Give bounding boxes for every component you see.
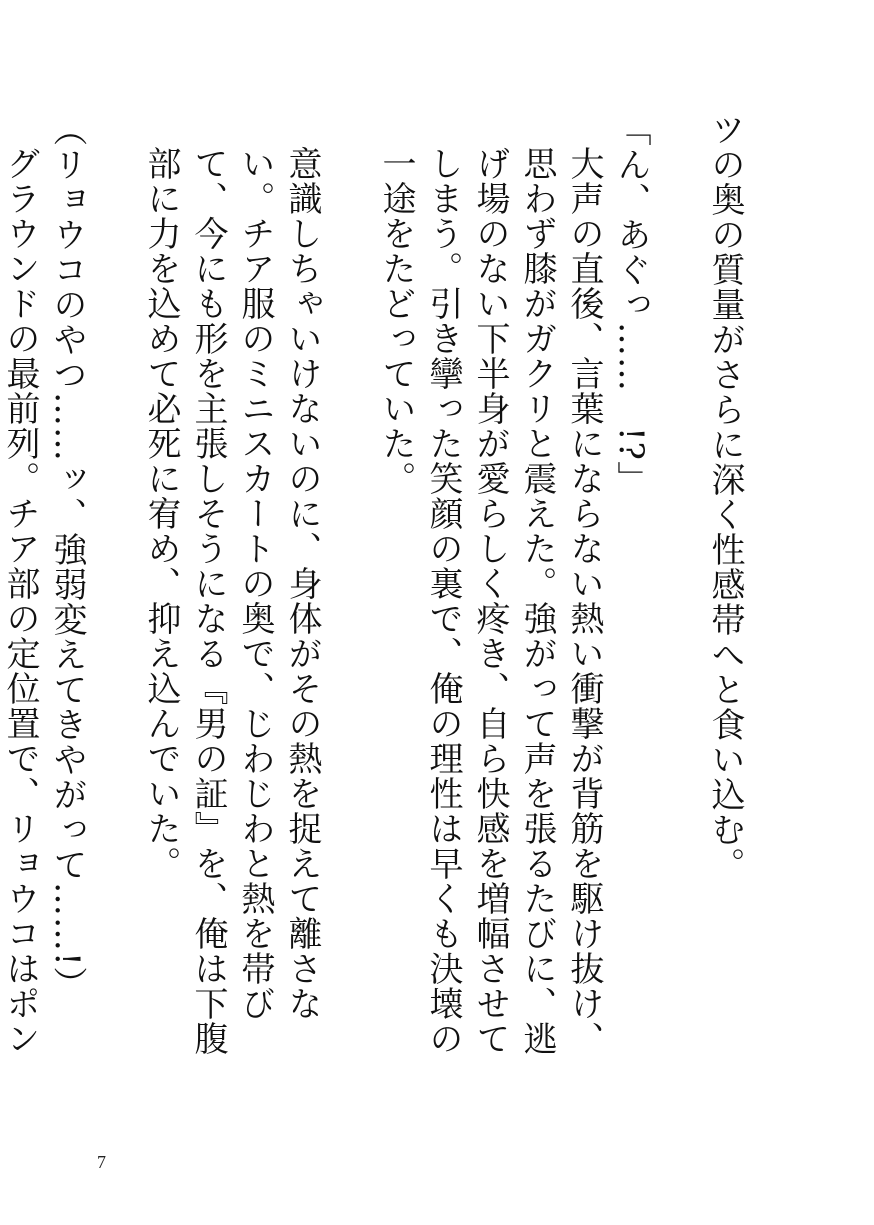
paragraph-4: グラウンドの最前列。チア部の定位置で、リョウコはポン — [0, 146, 40, 1056]
vertical-body-text — [0, 112, 748, 1072]
page-number: 7 — [97, 1152, 106, 1172]
dialogue-line: 「ん、あぐっ…… !?」 — [611, 112, 651, 496]
blank-line — [325, 112, 372, 1072]
inner-thought-line: （リョウコのやつ……ッ、強弱変えてきやがって……!） — [47, 112, 87, 1002]
paragraph-3: 意識しちゃいけないのに、身体がその熱を捉えて離さない。チア服のミニスカートの奥で、じわじわと熱を帯びて、今にも形を主張しそうになる『男の証』を、俺は下腹部に力を込めて必死に宥め、抑え込んでいた。 — [141, 146, 322, 1056]
blank-line — [90, 112, 137, 1072]
paragraph-1: ツの奥の質量がさらに深く性感帯へと食い込む。 — [705, 112, 745, 882]
blank-line — [654, 112, 701, 1072]
paragraph-2: 大声の直後、言葉にならない熱い衝撃が背筋を駆け抜け、思わず膝がガクリと震えた。強がって声を張るたびに、逃げ場のない下半身が愛らしく疼き、自ら快感を増幅させてしまう。引き攣った笑顔の裏で、俺の理性は早くも決壊の一途をたどっていた。 — [376, 146, 604, 1056]
